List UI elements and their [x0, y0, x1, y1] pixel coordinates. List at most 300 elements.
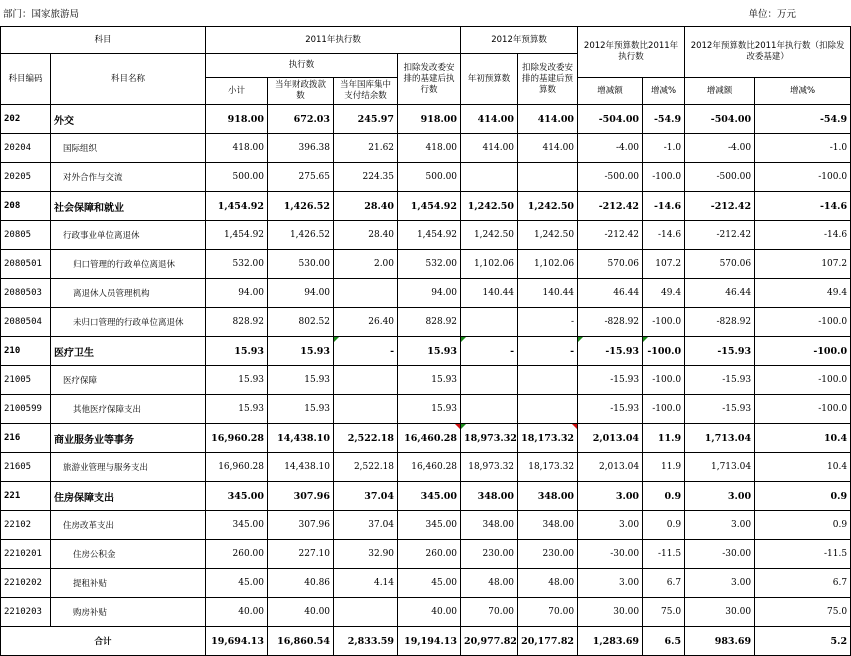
row-value	[518, 424, 578, 453]
row-value	[268, 250, 334, 279]
row-value	[398, 192, 461, 221]
cell-text: 3.00	[619, 578, 640, 588]
table-row	[1, 163, 851, 192]
row-value	[334, 453, 398, 482]
row-value	[755, 424, 851, 453]
row-value	[398, 395, 461, 424]
cell-text: 532.00	[425, 259, 458, 269]
header-compare-1: 2012年预算数比2011年执行数	[578, 27, 685, 78]
row-value	[461, 250, 518, 279]
row-value	[461, 395, 518, 424]
cell-text: 49.4	[661, 288, 682, 298]
row-value	[578, 569, 643, 598]
cell-text: 307.96	[298, 520, 331, 530]
cell-text: 345.00	[232, 520, 265, 530]
cell-text: -	[570, 345, 575, 357]
cell-text: -504.00	[598, 113, 640, 125]
row-value	[206, 366, 268, 395]
row-value	[268, 569, 334, 598]
row-value	[685, 569, 755, 598]
row-value	[398, 511, 461, 540]
total-value: 16,860.54	[268, 627, 334, 656]
comment-marker-icon	[578, 337, 583, 342]
row-value	[643, 366, 685, 395]
row-code: 20204	[1, 134, 51, 163]
cell-text: 15.93	[431, 375, 458, 385]
cell-text: -100.0	[652, 375, 682, 385]
cell-text: 227.10	[298, 549, 331, 559]
cell-text: 2,013.04	[598, 462, 640, 472]
row-value	[334, 221, 398, 250]
row-value	[643, 424, 685, 453]
cell-text: -11.5	[823, 549, 848, 559]
row-value	[578, 221, 643, 250]
cell-text: 260.00	[232, 549, 265, 559]
row-value	[685, 279, 755, 308]
cell-text: 500.00	[232, 172, 265, 182]
header-budget-excl: 扣除发改委安排的基建后预算数	[518, 54, 578, 105]
cell-text: 16,460.28	[411, 462, 458, 472]
row-value	[755, 540, 851, 569]
row-value	[643, 540, 685, 569]
table-row	[1, 134, 851, 163]
row-name: 住房公积金	[51, 540, 206, 569]
cell-text: 348.00	[542, 520, 575, 530]
row-value	[578, 250, 643, 279]
cell-text: -4.00	[615, 143, 640, 153]
cell-text: 40.00	[304, 607, 331, 617]
cell-text: 18,973.32	[464, 432, 517, 444]
cell-text: 530.00	[298, 259, 331, 269]
row-value	[334, 105, 398, 134]
row-value	[518, 453, 578, 482]
cell-text: 0.9	[666, 520, 682, 530]
cell-text: 3.00	[731, 578, 752, 588]
cell-text: 230.00	[482, 549, 515, 559]
row-value	[461, 540, 518, 569]
cell-text: -100.0	[647, 345, 682, 357]
row-value	[398, 279, 461, 308]
cell-text: 49.4	[827, 288, 848, 298]
row-name: 医疗保障	[51, 366, 206, 395]
row-value	[578, 279, 643, 308]
row-value	[518, 134, 578, 163]
row-value	[206, 134, 268, 163]
header-exec: 执行数	[206, 54, 398, 78]
row-value	[461, 308, 518, 337]
cell-text: 48.00	[548, 578, 575, 588]
cell-text: 1,102.06	[533, 259, 575, 269]
row-value	[755, 511, 851, 540]
cell-text: 1,454.92	[217, 200, 265, 212]
row-value	[578, 598, 643, 627]
row-name: 医疗卫生	[51, 337, 206, 366]
row-value	[268, 163, 334, 192]
cell-text: 15.93	[300, 345, 331, 357]
row-value	[518, 598, 578, 627]
row-value	[578, 424, 643, 453]
row-value	[643, 598, 685, 627]
table-row	[1, 192, 851, 221]
row-value	[268, 105, 334, 134]
cell-text: 1,454.92	[416, 230, 458, 240]
cell-text: 802.52	[298, 317, 331, 327]
total-value: 983.69	[685, 627, 755, 656]
row-value	[206, 308, 268, 337]
row-code: 20805	[1, 221, 51, 250]
cell-text: 140.44	[482, 288, 515, 298]
cell-text: -14.6	[653, 200, 682, 212]
cell-text: 40.00	[431, 607, 458, 617]
row-value	[206, 424, 268, 453]
cell-text: -100.0	[652, 172, 682, 182]
row-value	[518, 192, 578, 221]
cell-text: 46.44	[725, 288, 752, 298]
row-name: 商业服务业等事务	[51, 424, 206, 453]
row-value	[206, 569, 268, 598]
row-value	[643, 482, 685, 511]
row-value	[578, 366, 643, 395]
cell-text: -15.93	[610, 375, 640, 385]
row-value	[685, 308, 755, 337]
row-value	[398, 308, 461, 337]
cell-text: 396.38	[298, 143, 331, 153]
row-value	[518, 163, 578, 192]
row-value	[518, 395, 578, 424]
row-value	[755, 308, 851, 337]
table-row	[1, 366, 851, 395]
cell-text: 414.00	[542, 143, 575, 153]
row-value	[685, 424, 755, 453]
row-value	[578, 308, 643, 337]
row-value	[334, 134, 398, 163]
row-value	[755, 105, 851, 134]
row-value	[518, 337, 578, 366]
cell-text: 918.00	[227, 113, 265, 125]
row-value	[398, 540, 461, 569]
cell-text: -100.0	[652, 317, 682, 327]
cell-text: 6.7	[666, 578, 682, 588]
cell-text: 94.00	[304, 288, 331, 298]
row-name: 外交	[51, 105, 206, 134]
row-name: 社会保障和就业	[51, 192, 206, 221]
row-value	[685, 482, 755, 511]
row-value	[268, 598, 334, 627]
cell-text: -	[571, 317, 575, 327]
row-value	[755, 569, 851, 598]
cell-text: 18,173.32	[521, 432, 575, 444]
row-value	[685, 134, 755, 163]
cell-text: 16,960.28	[211, 432, 265, 444]
cell-text: 15.93	[238, 375, 265, 385]
row-code: 21605	[1, 453, 51, 482]
row-value	[268, 308, 334, 337]
row-value	[685, 163, 755, 192]
row-value	[334, 337, 398, 366]
row-value	[268, 511, 334, 540]
cell-text: -1.0	[663, 143, 682, 153]
row-value	[334, 366, 398, 395]
row-value	[578, 105, 643, 134]
row-value	[755, 250, 851, 279]
cell-text: 918.00	[420, 113, 458, 125]
cell-text: 75.0	[827, 607, 848, 617]
table-row	[1, 221, 851, 250]
row-value	[643, 192, 685, 221]
row-value	[461, 105, 518, 134]
header-inc-pct: 增减%	[643, 78, 685, 105]
row-value	[334, 395, 398, 424]
cell-text: 48.00	[488, 578, 515, 588]
row-value	[685, 221, 755, 250]
cell-text: 70.00	[548, 607, 575, 617]
row-value	[206, 482, 268, 511]
row-value	[334, 569, 398, 598]
cell-text: 18,173.32	[528, 462, 575, 472]
table-row	[1, 482, 851, 511]
cell-text: 14,438.10	[277, 432, 331, 444]
row-name: 归口管理的行政单位离退休	[51, 250, 206, 279]
cell-text: -100.0	[818, 317, 848, 327]
cell-text: 0.9	[830, 490, 848, 502]
cell-text: 75.0	[661, 607, 682, 617]
row-value	[685, 366, 755, 395]
row-value	[206, 105, 268, 134]
row-value	[643, 250, 685, 279]
cell-text: -500.00	[604, 172, 640, 182]
cell-text: -15.93	[610, 404, 640, 414]
cell-text: 11.9	[661, 462, 682, 472]
row-name: 对外合作与交流	[51, 163, 206, 192]
cell-text: -100.0	[652, 404, 682, 414]
cell-text: -14.6	[657, 230, 682, 240]
row-value	[268, 192, 334, 221]
total-value: 19,194.13	[398, 627, 461, 656]
row-code: 2210203	[1, 598, 51, 627]
row-value	[268, 482, 334, 511]
row-value	[578, 134, 643, 163]
row-value	[643, 279, 685, 308]
row-value	[685, 511, 755, 540]
row-code: 202	[1, 105, 51, 134]
row-value	[685, 540, 755, 569]
table-row	[1, 540, 851, 569]
cell-text: 2.00	[373, 259, 395, 269]
cell-text: -4.00	[727, 143, 752, 153]
cell-text: -828.92	[716, 317, 752, 327]
cell-text: 1,242.50	[527, 200, 575, 212]
total-value: 19,694.13	[206, 627, 268, 656]
cell-text: 1,454.92	[223, 230, 265, 240]
total-value: 6.5	[643, 627, 685, 656]
row-value	[461, 598, 518, 627]
row-value	[398, 105, 461, 134]
row-value	[206, 395, 268, 424]
row-value	[398, 482, 461, 511]
row-value	[643, 453, 685, 482]
row-value	[518, 279, 578, 308]
row-value	[206, 221, 268, 250]
row-value	[461, 482, 518, 511]
row-code: 2210202	[1, 569, 51, 598]
row-value	[334, 192, 398, 221]
total-label: 合计	[1, 627, 206, 656]
row-value	[398, 366, 461, 395]
row-value	[334, 598, 398, 627]
cell-text: 1,713.04	[710, 462, 752, 472]
row-value	[398, 337, 461, 366]
cell-text: 418.00	[232, 143, 265, 153]
row-value	[755, 221, 851, 250]
cell-text: 1,242.50	[533, 230, 575, 240]
cell-text: -504.00	[710, 113, 752, 125]
cell-text: 40.86	[304, 578, 331, 588]
table-row	[1, 424, 851, 453]
cell-text: 21.62	[368, 143, 395, 153]
cell-text: 307.96	[293, 490, 331, 502]
cell-text: 3.00	[731, 520, 752, 530]
cell-text: 2,013.04	[592, 432, 640, 444]
cell-text: 70.00	[488, 607, 515, 617]
cell-text: 37.04	[368, 520, 395, 530]
comment-marker-icon	[334, 337, 339, 342]
cell-text: 260.00	[425, 549, 458, 559]
cell-text: -828.92	[604, 317, 640, 327]
row-value	[206, 540, 268, 569]
cell-text: -	[510, 345, 515, 357]
row-value	[755, 163, 851, 192]
row-value	[685, 598, 755, 627]
total-value: 20,977.82	[461, 627, 518, 656]
row-code: 2100599	[1, 395, 51, 424]
row-value	[755, 134, 851, 163]
row-code: 2080504	[1, 308, 51, 337]
cell-text: 1,242.50	[467, 200, 515, 212]
row-code: 216	[1, 424, 51, 453]
cell-text: 224.35	[362, 172, 395, 182]
row-name: 离退休人员管理机构	[51, 279, 206, 308]
row-value	[518, 511, 578, 540]
row-value	[461, 163, 518, 192]
row-value	[398, 134, 461, 163]
row-value	[518, 482, 578, 511]
cell-text: 28.40	[364, 200, 395, 212]
row-value	[643, 337, 685, 366]
department-label: 部门：国家旅游局	[3, 9, 80, 20]
row-value	[334, 424, 398, 453]
row-value	[518, 221, 578, 250]
row-value	[268, 279, 334, 308]
row-code: 21005	[1, 366, 51, 395]
unit-label: 单位：万元	[748, 9, 796, 20]
row-value	[578, 337, 643, 366]
row-code: 210	[1, 337, 51, 366]
cell-text: -15.93	[722, 404, 752, 414]
row-value	[643, 308, 685, 337]
row-value	[755, 337, 851, 366]
cell-text: 15.93	[238, 404, 265, 414]
row-value	[685, 453, 755, 482]
row-value	[578, 395, 643, 424]
row-value	[643, 134, 685, 163]
cell-text: -212.42	[710, 200, 752, 212]
row-value	[643, 395, 685, 424]
table-row	[1, 308, 851, 337]
cell-text: -212.42	[604, 230, 640, 240]
comment-marker-icon	[572, 424, 577, 429]
row-value	[334, 482, 398, 511]
cell-text: -15.93	[605, 345, 640, 357]
cell-text: -100.0	[818, 172, 848, 182]
header-subject-code: 科目编码	[1, 54, 51, 105]
row-code: 22102	[1, 511, 51, 540]
cell-text: 414.00	[477, 113, 515, 125]
cell-text: -11.5	[657, 549, 682, 559]
row-value	[755, 279, 851, 308]
table-row	[1, 250, 851, 279]
cell-text: 45.00	[238, 578, 265, 588]
cell-text: 345.00	[227, 490, 265, 502]
row-value	[518, 540, 578, 569]
cell-text: 94.00	[431, 288, 458, 298]
total-value: 1,283.69	[578, 627, 643, 656]
total-row	[1, 627, 851, 656]
row-value	[206, 192, 268, 221]
row-value	[206, 279, 268, 308]
row-value	[461, 221, 518, 250]
row-name: 其他医疗保障支出	[51, 395, 206, 424]
cell-text: 40.00	[238, 607, 265, 617]
row-name: 行政事业单位离退休	[51, 221, 206, 250]
row-value	[461, 337, 518, 366]
cell-text: 414.00	[537, 113, 575, 125]
table-row	[1, 511, 851, 540]
table-row	[1, 279, 851, 308]
cell-text: 15.93	[304, 404, 331, 414]
cell-text: 275.65	[298, 172, 331, 182]
cell-text: 348.00	[477, 490, 515, 502]
cell-text: 16,460.28	[404, 432, 458, 444]
row-code: 208	[1, 192, 51, 221]
row-value	[685, 105, 755, 134]
row-value	[643, 221, 685, 250]
cell-text: 1,242.50	[473, 230, 515, 240]
cell-text: 37.04	[364, 490, 395, 502]
cell-text: -100.0	[818, 404, 848, 414]
cell-text: 16,960.28	[218, 462, 265, 472]
cell-text: -15.93	[722, 375, 752, 385]
row-value	[206, 163, 268, 192]
cell-text: 10.4	[823, 432, 848, 444]
row-value	[685, 250, 755, 279]
row-code: 20205	[1, 163, 51, 192]
row-value	[334, 279, 398, 308]
cell-text: -100.0	[813, 345, 848, 357]
cell-text: 570.06	[719, 259, 752, 269]
row-value	[643, 163, 685, 192]
total-value: 2,833.59	[334, 627, 398, 656]
cell-text: 2,522.18	[347, 432, 395, 444]
row-value	[461, 511, 518, 540]
cell-text: 345.00	[425, 520, 458, 530]
row-code: 2080501	[1, 250, 51, 279]
table-row	[1, 453, 851, 482]
cell-text: 15.93	[304, 375, 331, 385]
row-value	[268, 395, 334, 424]
row-name: 提租补贴	[51, 569, 206, 598]
cell-text: 15.93	[427, 345, 458, 357]
table-row	[1, 569, 851, 598]
